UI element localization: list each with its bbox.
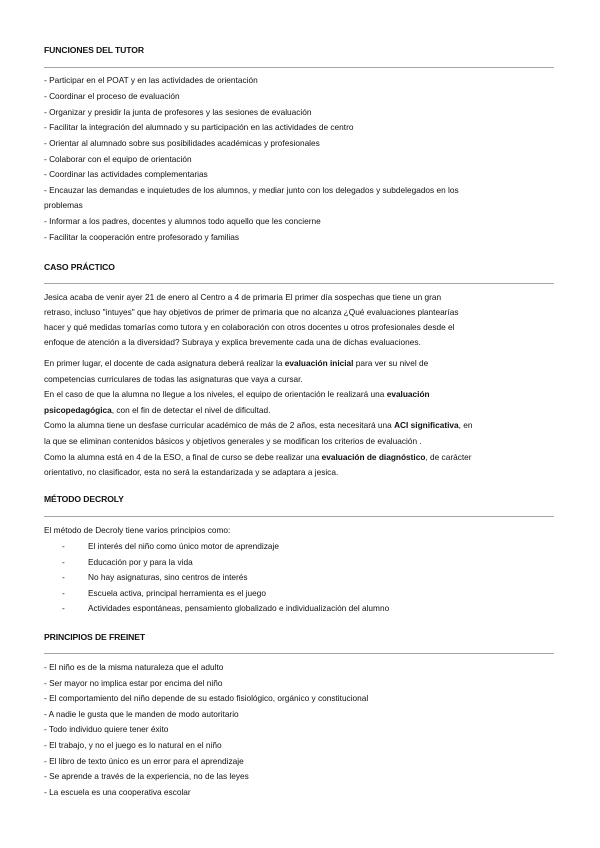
list-item: - A nadie le gusta que le manden de modo autoritario bbox=[44, 709, 239, 719]
list-item: - Encauzar las demandas e inquietudes de los alumnos, y mediar junto con los delegados y subdelegados en los bbox=[44, 185, 459, 195]
section-divider bbox=[44, 67, 554, 68]
section-heading-caso: CASO PRÁCTICO bbox=[44, 262, 115, 272]
list-item: - Escuela activa, principal herramienta es el juego bbox=[62, 588, 267, 598]
answer-line: competencias curriculares de todas las asignaturas que vaya a cursar. bbox=[44, 373, 303, 384]
list-item: - Se aprende a través de la experiencia, no de las leyes bbox=[44, 771, 249, 781]
bold-term: evaluación inicial bbox=[284, 358, 354, 368]
list-item: - Coordinar las actividades complementarias bbox=[44, 169, 208, 179]
section-heading-freinet: PRINCIPIOS DE FREINET bbox=[44, 632, 146, 642]
answer-line: orientativo, no clasificador, esta no será la estandarizada y se adaptara a jesica. bbox=[44, 467, 339, 478]
section-divider bbox=[44, 653, 554, 654]
list-item: - Actividades espontáneas, pensamiento globalizado e individualización del alumno bbox=[62, 603, 390, 613]
bold-term: evaluación bbox=[386, 389, 430, 400]
list-item: - El niño es de la misma naturaleza que el adulto bbox=[44, 662, 224, 672]
decroly-intro: El método de Decroly tiene varios principios como: bbox=[44, 525, 231, 535]
bold-term: ACI significativa bbox=[394, 420, 459, 431]
list-item: - Facilitar la integración del alumnado y su participación en las actividades de centro bbox=[44, 122, 354, 132]
list-item: - Educación por y para la vida bbox=[62, 557, 193, 567]
list-item: - El trabajo, y no el juego es lo natural en el niño bbox=[44, 740, 222, 750]
list-item: - No hay asignaturas, sino centros de interés bbox=[62, 572, 248, 582]
list-item: - Organizar y presidir la junta de profesores y las sesiones de evaluación bbox=[44, 107, 312, 117]
answer-line: psicopedagógica, con el fin de detectar el nivel de dificultad. bbox=[44, 404, 271, 415]
section-divider bbox=[44, 283, 554, 284]
list-item: - El interés del niño como único motor de aprendizaje bbox=[62, 541, 279, 551]
section-heading-decroly: MÉTODO DECROLY bbox=[44, 494, 124, 504]
section-divider bbox=[44, 516, 554, 517]
bold-term: evaluación de diagnóstico bbox=[321, 451, 426, 462]
case-statement-line: Jesica acaba de venir ayer 21 de enero al Centro a 4 de primaria El primer día sospechas que tiene un gran bbox=[44, 292, 442, 302]
section-heading-tutor: FUNCIONES DEL TUTOR bbox=[44, 45, 144, 55]
answer-line: la que se eliminan contenidos básicos y objetivos generales y se modifican los criterios de evaluación . bbox=[44, 435, 422, 446]
answer-line: En el caso de que la alumna no llegue a los niveles, el equipo de orientación le realizará una evaluación bbox=[44, 389, 430, 400]
list-item: - La escuela es una cooperativa escolar bbox=[44, 787, 191, 797]
answer-line: En primer lugar, el docente de cada asignatura deberá realizar la evaluación inicial para ver su nivel de bbox=[44, 358, 429, 368]
list-item: - Informar a los padres, docentes y alumnos todo aquello que les concierne bbox=[44, 216, 321, 226]
case-statement-line: hacer y qué medidas tomarías como tutora y en colaboración con otros docentes u otros profesionales desde el bbox=[44, 322, 455, 332]
answer-line: Como la alumna tiene un desfase curricular académico de más de 2 años, esta necesitará una ACI significativa, en bbox=[44, 420, 473, 431]
list-item: - Participar en el POAT y en las actividades de orientación bbox=[44, 75, 258, 85]
list-item: - El comportamiento del niño depende de su estado fisiológico, orgánico y constitucional bbox=[44, 693, 369, 703]
list-item: problemas bbox=[44, 200, 83, 210]
list-item: - Todo individuo quiere tener éxito bbox=[44, 724, 169, 734]
bold-term: psicopedagógica bbox=[44, 404, 112, 415]
list-item: - Coordinar el proceso de evaluación bbox=[44, 91, 180, 101]
list-item: - Facilitar la cooperación entre profesorado y familias bbox=[44, 232, 240, 242]
list-item: - El libro de texto único es un error para el aprendizaje bbox=[44, 756, 244, 766]
list-item: - Colaborar con el equipo de orientación bbox=[44, 154, 192, 164]
list-item: - Ser mayor no implica estar por encima del niño bbox=[44, 678, 223, 688]
case-statement-line: enfoque de atención a la diversidad? Subraya y explica brevemente cada una de dichas evaluaciones. bbox=[44, 337, 421, 347]
case-answer bbox=[44, 356, 556, 481]
list-item: - Orientar al alumnado sobre sus posibilidades académicas y profesionales bbox=[44, 138, 320, 148]
case-statement-line: retraso, incluso "intuyes" que hay objetivos de primer de primaria que no alcanza ¿Qué evaluaciones plantearías bbox=[44, 307, 459, 317]
answer-line: Como la alumna está en 4 de la ESO, a final de curso se debe realizar una evaluación de diagnóstico, de carácter bbox=[44, 451, 472, 462]
